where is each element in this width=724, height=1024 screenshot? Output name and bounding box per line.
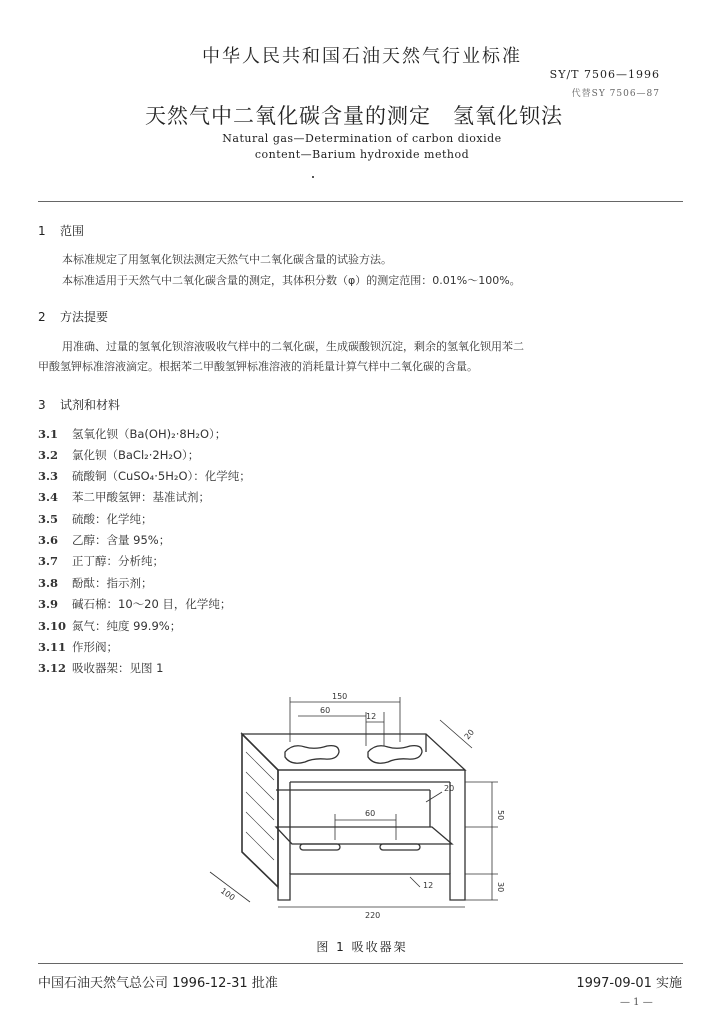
list-item: 3.11 作形阀； — [38, 640, 118, 654]
document-title — [145, 100, 563, 130]
dim-label: 150 — [332, 692, 348, 701]
implementation-date: 1997-09-01 实施 — [576, 976, 682, 991]
dim-label: 60 — [320, 706, 331, 715]
standard-code: SY/T 7506—1996 — [549, 68, 660, 81]
list-item: 3.4 苯二甲酸氢钾：基准试剂； — [38, 490, 210, 504]
list-item: 3.12 吸收器架：见图 1 — [38, 661, 164, 675]
dim-label: 20 — [462, 727, 477, 742]
english-title-line-1: Natural gas—Determination of carbon dioxide — [222, 132, 502, 145]
section-2-paragraph-2: 甲酸氢钾标准溶液滴定。根据苯二甲酸氢钾标准溶液的消耗量计算气样中二氧化碳的含量。 — [38, 360, 478, 373]
section-2-paragraph-1: 用准确、过量的氢氧化钡溶液吸收气样中的二氧化碳，生成碳酸钡沉淀，剩余的氢氧化钡用苯二 — [62, 340, 524, 353]
replaces-code: 代替SY 7506—87 — [571, 89, 660, 99]
list-item: 3.1 氢氧化钡（Ba(OH)₂·8H₂O）； — [38, 427, 227, 441]
left-side-panel — [242, 734, 278, 887]
list-item: 3.10 氮气：纯度 99.9%； — [38, 619, 182, 633]
dim-label: 20 — [444, 784, 455, 793]
list-item: 3.7 正丁醇：分析纯； — [38, 554, 164, 568]
section-number: 2 — [38, 310, 46, 324]
dim-label: 12 — [366, 712, 377, 721]
list-item: 3.8 酚酞：指示剂； — [38, 576, 153, 590]
document-title-main: 天然气中二氧化碳含量的测定 — [145, 104, 431, 128]
section-number: 3 — [38, 398, 46, 412]
middle-shelf — [276, 827, 452, 844]
shelf-slot-left — [300, 844, 340, 850]
top-plate — [242, 734, 465, 770]
page-number: — 1 — — [620, 997, 653, 1008]
list-item: 3.6 乙醇：含量 95%； — [38, 533, 171, 547]
dim-label: 30 — [496, 882, 505, 893]
list-item: 3.5 硫酸：化学纯； — [38, 512, 153, 526]
list-item: 3.9 碱石棉：10～20 目，化学纯； — [38, 597, 232, 611]
footer-divider — [38, 963, 683, 964]
header-divider — [38, 201, 683, 202]
section-title: 范围 — [60, 224, 85, 238]
section-1-heading — [38, 222, 84, 239]
section-number: 1 — [38, 224, 46, 238]
industry-standard-title: 中华人民共和国石油天然气行业标准 — [202, 46, 522, 67]
dim-label: 50 — [496, 810, 505, 821]
section-1-paragraph-1: 本标准规定了用氢氧化钡法测定天然气中二氧化碳含量的试验方法。 — [62, 253, 392, 266]
list-item: 3.3 硫酸铜（CuSO₄·5H₂O）：化学纯； — [38, 469, 251, 483]
section-title: 试剂和材料 — [60, 398, 121, 412]
dim-label: 60 — [365, 809, 376, 818]
section-2-heading — [38, 308, 108, 325]
dim-label: 220 — [365, 911, 381, 920]
dim-label: 100 — [218, 886, 237, 903]
list-item: 3.2 氯化钡（BaCl₂·2H₂O）； — [38, 448, 200, 462]
document-title-method: 氢氧化钡法 — [453, 104, 563, 128]
dim-label: 12 — [423, 881, 434, 890]
speck-dot — [312, 176, 314, 178]
approval-line: 中国石油天然气总公司 1996-12-31 批准 — [38, 976, 278, 991]
section-1-paragraph-2: 本标准适用于天然气中二氧化碳含量的测定，其体积分数（φ）的测定范围：0.01%～100%。 — [62, 274, 521, 287]
shelf-slot-right — [380, 844, 420, 850]
top-hole-left — [285, 746, 339, 764]
top-hole-right — [368, 746, 422, 764]
section-3-heading — [38, 396, 120, 413]
absorber-rack-drawing — [180, 682, 520, 922]
english-title-line-2: content—Barium hydroxide method — [254, 148, 470, 161]
figure-caption: 图 1 吸收器架 — [316, 940, 408, 954]
section-title: 方法提要 — [60, 310, 109, 324]
